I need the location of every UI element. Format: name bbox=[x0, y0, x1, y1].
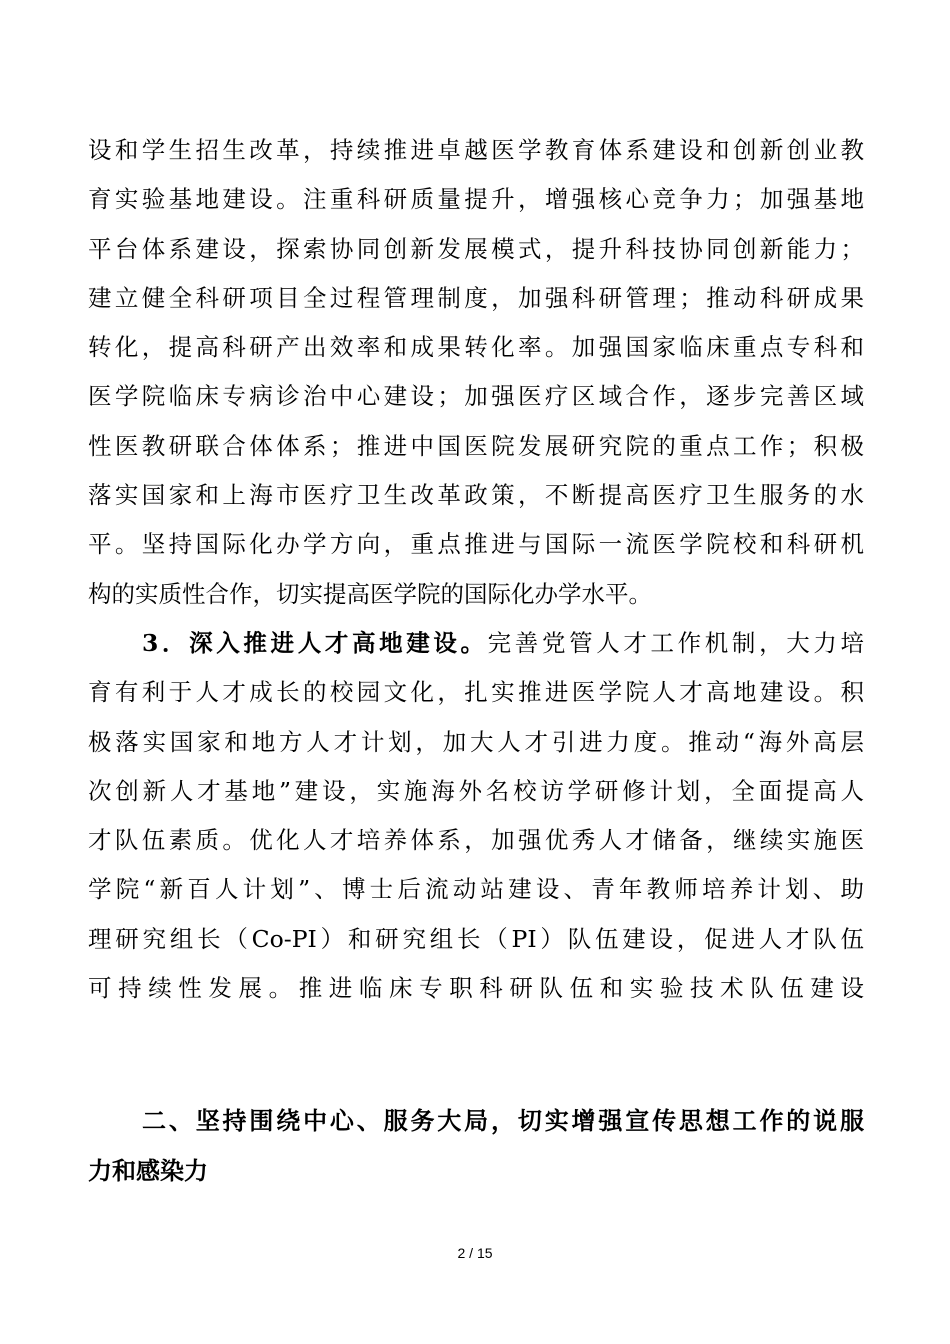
paragraph-line: 平台体系建设，探索协同创新发展模式，提升科技协同创新能力； bbox=[88, 234, 864, 263]
paragraph-line: 育有利于人才成长的校园文化，扎实推进医学院人才高地建设。积 bbox=[88, 678, 864, 707]
paragraph-line: 平。坚持国际化办学方向，重点推进与国际一流医学院校和科研机 bbox=[88, 530, 864, 559]
paragraph-line: 落实国家和上海市医疗卫生改革政策，不断提高医疗卫生服务的水 bbox=[88, 481, 864, 510]
section-heading bbox=[88, 1096, 864, 1196]
section-heading-line: 二、坚持围绕中心、服务大局，切实增强宣传思想工作的说服 bbox=[142, 1107, 864, 1135]
page-number: 2 / 15 bbox=[457, 1245, 493, 1261]
body-text bbox=[88, 126, 864, 1013]
paragraph-line: 可持续性发展。推进临床专职科研队伍和实验技术队伍建设 bbox=[88, 974, 864, 1003]
paragraph-line: 学院“新百人计划”、博士后流动站建设、青年教师培养计划、助 bbox=[88, 875, 864, 904]
paragraph-line: 极落实国家和地方人才计划，加大人才引进力度。推动“海外高层 bbox=[88, 727, 864, 756]
paragraph-line: 育实验基地建设。注重科研质量提升，增强核心竞争力；加强基地 bbox=[88, 185, 864, 214]
paragraph-line: 建立健全科研项目全过程管理制度，加强科研管理；推动科研成果 bbox=[88, 283, 864, 312]
paragraph-line: 医学院临床专病诊治中心建设；加强医疗区域合作，逐步完善区域 bbox=[88, 382, 864, 411]
paragraph-line: 理研究组长（Co-PI）和研究组长（PI）队伍建设，促进人才队伍 bbox=[88, 924, 864, 953]
subsection-title: 3．深入推进人才高地建设。 bbox=[142, 628, 488, 657]
paragraph-text: 完善党管人才工作机制，大力培 bbox=[487, 628, 864, 657]
section-heading-line: 力和感染力 bbox=[88, 1157, 208, 1185]
paragraph-line: 构的实质性合作，切实提高医学院的国际化办学水平。 bbox=[88, 579, 652, 608]
paragraph-line: 转化，提高科研产出效率和成果转化率。加强国家临床重点专科和 bbox=[88, 333, 864, 362]
paragraph-line: 性医教研联合体体系；推进中国医院发展研究院的重点工作；积极 bbox=[88, 431, 864, 460]
paragraph-line: 设和学生招生改革，持续推进卓越医学教育体系建设和创新创业教 bbox=[88, 136, 864, 164]
paragraph-line: 才队伍素质。优化人才培养体系，加强优秀人才储备，继续实施医 bbox=[88, 826, 864, 855]
paragraph-line: 次创新人才基地”建设，实施海外名校访学研修计划，全面提高人 bbox=[88, 776, 864, 805]
paragraph-first-line bbox=[88, 619, 864, 668]
